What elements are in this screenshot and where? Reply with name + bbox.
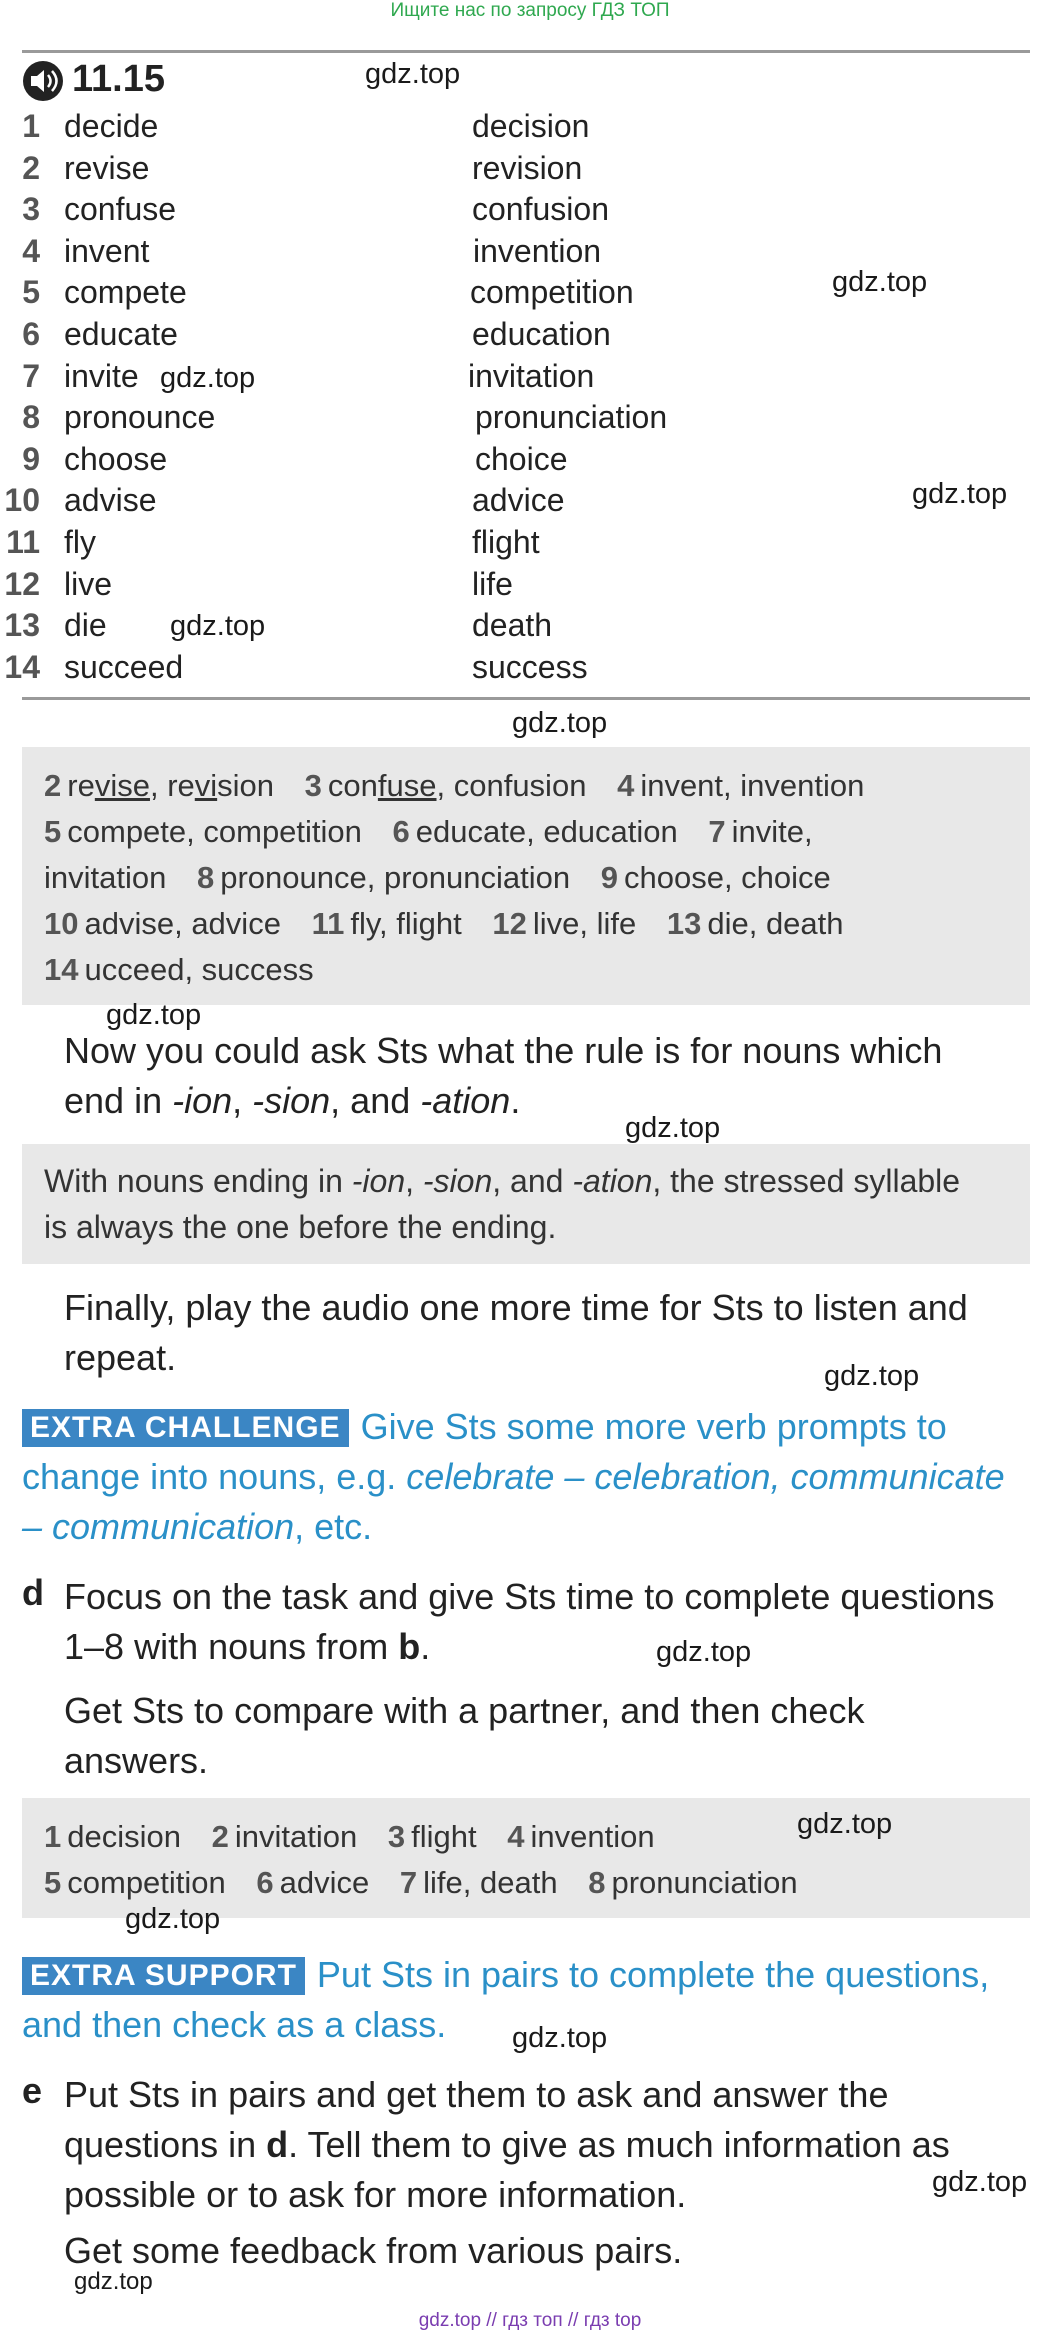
word-pair-row <box>0 150 1060 191</box>
section-e-text: Put Sts in pairs and get them to ask and answer the questions in d. Tell them to give as much information as possible or to ask for more information. Get some feedback from various pairs. <box>64 2074 950 2271</box>
answer-line: 2 revise, revision 3 confuse, confusion 4 invent, invention <box>44 768 865 803</box>
word-pair-row <box>0 108 1060 149</box>
noun: decision <box>472 108 590 144</box>
row-number: 8 <box>22 399 40 436</box>
verb: invite <box>64 357 139 394</box>
watermark: gdz.top <box>106 999 202 1031</box>
watermark: gdz.top <box>512 707 608 739</box>
watermark: gdz.top <box>170 610 266 642</box>
list-divider <box>22 697 1030 700</box>
row-number: 12 <box>4 565 40 602</box>
rule-note-box: With nouns ending in -ion, -sion, and -ation, the stressed syllable is always the one before the ending. <box>22 1144 1030 1264</box>
answer-line: invitation 8 pronounce, pronunciation 9 choose, choice <box>44 860 831 895</box>
row-number: 14 <box>4 648 40 685</box>
verb: decide <box>64 108 159 144</box>
noun: education <box>472 316 611 352</box>
noun: invitation <box>468 357 595 394</box>
verb: live <box>64 565 113 602</box>
answer-line: 14 ucceed, success <box>44 952 314 987</box>
word-pair-row <box>0 358 1060 399</box>
audio-icon[interactable] <box>22 60 64 102</box>
noun: success <box>472 648 588 685</box>
extra-support: EXTRA SUPPORT Put Sts in pairs to complete the questions, and then check as a class. <box>22 1954 990 2045</box>
verb: educate <box>64 316 178 352</box>
verb: fly <box>64 524 96 560</box>
row-number: 10 <box>4 482 40 519</box>
word-pair-row <box>0 441 1060 482</box>
footer: gdz.top // гдз топ // гдз top <box>418 2310 642 2331</box>
verb: pronounce <box>64 399 216 436</box>
watermark: gdz.top <box>797 1808 893 1840</box>
row-number: 2 <box>22 149 40 186</box>
row-number: 13 <box>4 607 40 644</box>
word-pair-row <box>0 399 1060 440</box>
verb: succeed <box>64 648 184 685</box>
watermark: gdz.top <box>160 362 256 394</box>
row-number: 4 <box>22 232 40 269</box>
row-number: 5 <box>22 274 40 311</box>
word-pair-row <box>0 316 1060 357</box>
verb: choose <box>64 440 168 477</box>
section-d-text: Focus on the task and give Sts time to complete questions 1–8 with nouns from b. Get Sts to compare with a partner, and then check answers. <box>64 1576 995 1781</box>
watermark: gdz.top <box>125 1903 221 1935</box>
top-banner: Ищите нас по запросу ГДЗ ТОП <box>390 0 670 21</box>
verb: revise <box>64 149 150 186</box>
noun: invention <box>473 232 602 269</box>
watermark: gdz.top <box>656 1636 752 1668</box>
noun: life <box>472 565 513 602</box>
noun: death <box>472 607 553 644</box>
row-number: 6 <box>22 316 40 352</box>
noun: choice <box>475 440 568 477</box>
verb: confuse <box>64 191 177 228</box>
row-number: 1 <box>22 108 40 144</box>
noun: pronunciation <box>475 399 668 436</box>
watermark: gdz.top <box>932 2166 1028 2198</box>
verb: die <box>64 607 107 644</box>
word-pair-row <box>0 191 1060 232</box>
word-pair-row <box>0 524 1060 565</box>
section-letter-e: e <box>22 2070 43 2111</box>
row-number: 11 <box>6 524 40 560</box>
verb: advise <box>64 482 157 519</box>
word-pair-row <box>0 482 1060 523</box>
track-number: 11.15 <box>72 58 165 100</box>
word-pair-row <box>0 607 1060 648</box>
extra-support-tag: EXTRA SUPPORT <box>22 1957 305 1995</box>
top-divider <box>22 50 1030 53</box>
watermark: gdz.top <box>512 2022 608 2054</box>
watermark: gdz.top <box>824 1360 920 1392</box>
answer-line: 5 competition 6 advice 7 life, death 8 pronunciation <box>44 1865 798 1900</box>
row-number: 9 <box>22 440 40 477</box>
section-letter-d: d <box>22 1572 44 1613</box>
instruction-paragraph: Finally, play the audio one more time for Sts to listen and repeat. <box>64 1287 968 1378</box>
watermark: gdz.top <box>74 2268 153 2295</box>
answer-box-c <box>22 747 1030 1005</box>
watermark: gdz.top <box>625 1112 721 1144</box>
noun: confusion <box>472 191 609 228</box>
noun: flight <box>472 524 540 560</box>
watermark: gdz.top <box>912 478 1008 510</box>
row-number: 3 <box>22 191 40 228</box>
answer-line: 5 compete, competition 6 educate, education 7 invite, <box>44 814 813 849</box>
extra-challenge-tag: EXTRA CHALLENGE <box>22 1409 349 1447</box>
answer-line: 10 advise, advice 11 fly, flight 12 live, life 13 die, death <box>44 906 844 941</box>
row-number: 7 <box>22 357 40 394</box>
noun: revision <box>472 149 583 186</box>
instruction-paragraph: Now you could ask Sts what the rule is for nouns which end in -ion, -sion, and -ation. <box>64 1030 943 1121</box>
extra-challenge: EXTRA CHALLENGE Give Sts some more verb prompts to change into nouns, e.g. celebrate – celebration, communicate – communication, etc. <box>22 1406 1005 1547</box>
word-pair-row <box>0 649 1060 690</box>
watermark: gdz.top <box>832 266 928 298</box>
answer-line: 1 decision 2 invitation 3 flight 4 invention <box>44 1819 655 1854</box>
verb: compete <box>64 274 187 311</box>
noun: competition <box>470 274 634 311</box>
verb: invent <box>64 232 150 269</box>
watermark: gdz.top <box>365 58 461 90</box>
word-pair-row <box>0 566 1060 607</box>
noun: advice <box>472 482 565 519</box>
